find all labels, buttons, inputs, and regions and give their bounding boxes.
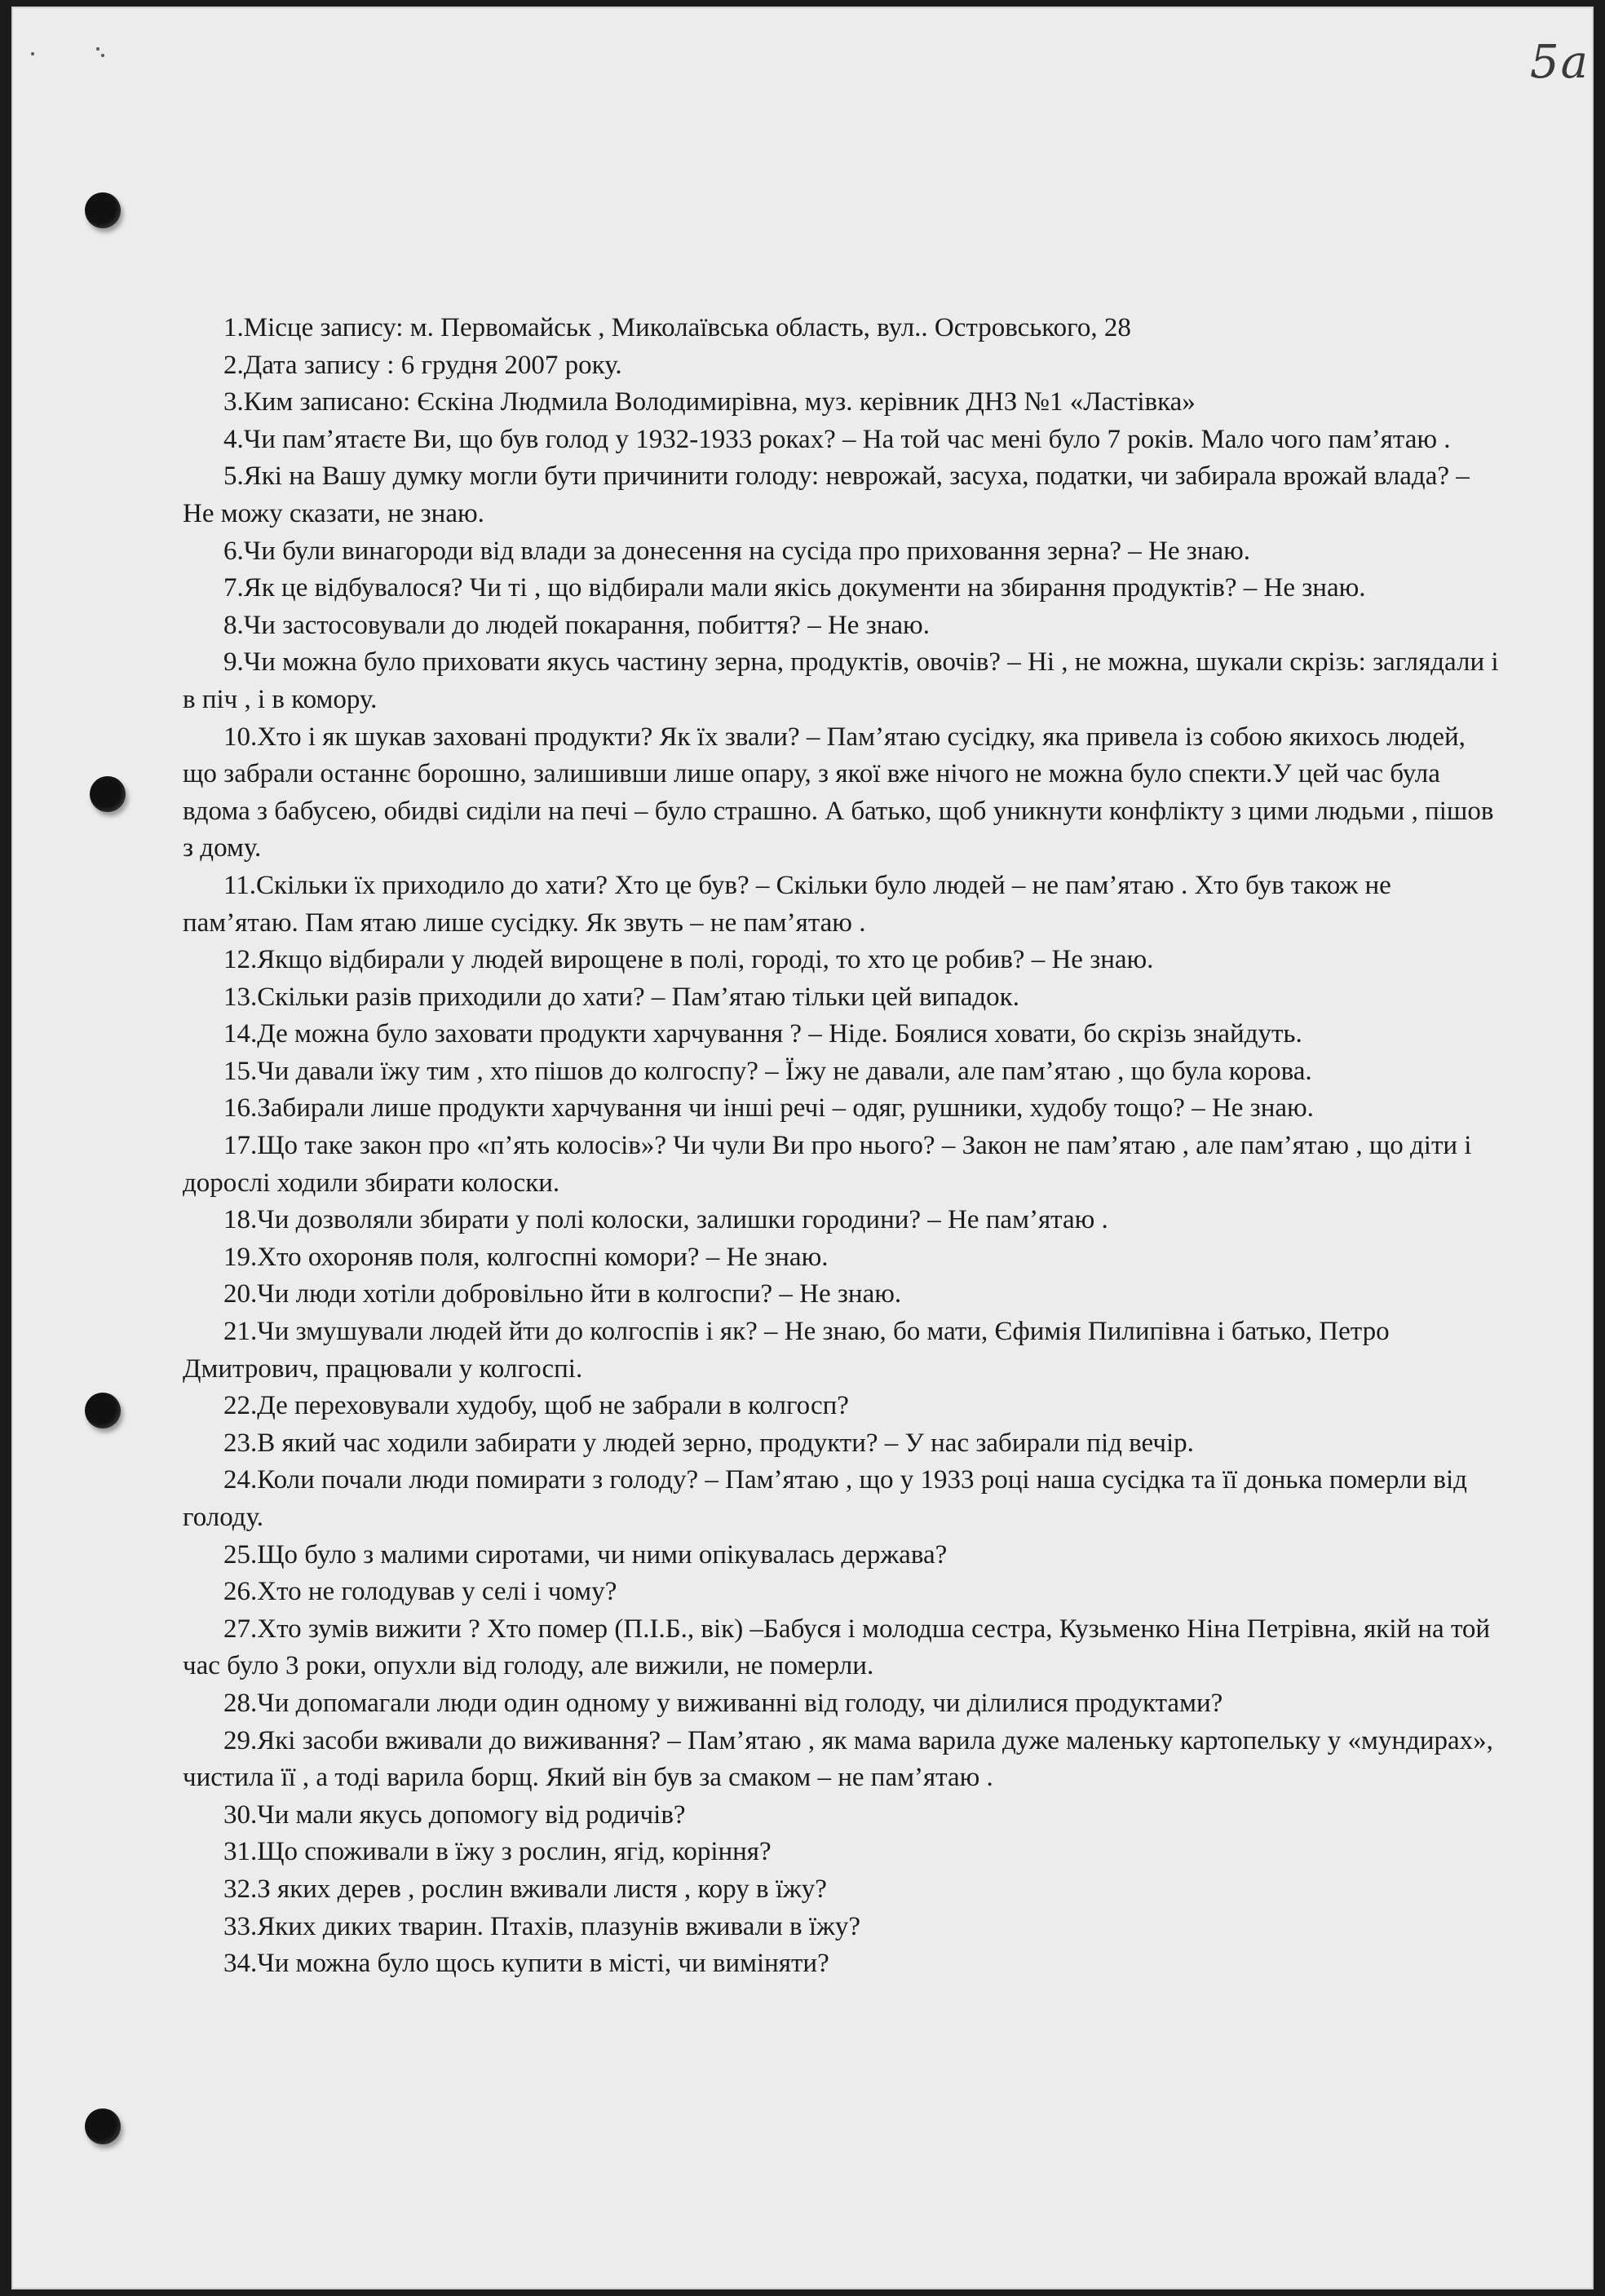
- question-27: 27.Хто зумів вижити ? Хто помер (П.І.Б., вік) –Бабуся і молодша сестра, Кузьменко Ніна Петрівна, якій на той час було 3 роки, опухли від голоду, але вижили, не померли.: [183, 1614, 1491, 1681]
- question-25: 25.Що було з малими сиротами, чи ними опікувалась держава?: [223, 1539, 948, 1570]
- question-5: 5.Які на Вашу думку могли бути причинити голоду: неврожай, засуха, податки, чи забирала врожай влада? – Не можу сказати, не знаю.: [183, 461, 1470, 528]
- question-33: 33.Яких диких тварин. Птахів, плазунів вживали в їжу?: [223, 1911, 860, 1941]
- question-21: 21.Чи змушували людей йти до колгоспів і як? – Не знаю, бо мати, Єфимія Пилипівна і батько, Петро Дмитрович, працювали у колгоспі.: [183, 1317, 1390, 1384]
- ink-speck: [96, 47, 99, 51]
- question-8: 8.Чи застосовували до людей покарання, побиття? – Не знаю.: [223, 610, 930, 640]
- punch-hole: [85, 2108, 121, 2144]
- question-22: 22.Де переховували худобу, щоб не забрали в колгосп?: [223, 1391, 849, 1421]
- question-9: 9.Чи можна було приховати якусь частину зерна, продуктів, овочів? – Ні , не можна, шукали скрізь: заглядали і в піч , і в комору.: [183, 647, 1499, 714]
- question-24: 24.Коли почали люди помирати з голоду? – Пам’ятаю , що у 1933 році наша сусідка та її донька померли від голоду.: [183, 1465, 1467, 1532]
- question-11: 11.Скільки їх приходило до хати? Хто це був? – Скільки було людей – не пам’ятаю . Хто був також не пам’ятаю. Пам ятаю лише сусідку. Як звуть – не пам’ятаю .: [183, 870, 1391, 938]
- question-6: 6.Чи були винагороди від влади за донесення на сусіда про приховання зерна? – Не знаю.: [223, 536, 1251, 566]
- question-28: 28.Чи допомагали люди один одному у виживанні від голоду, чи ділилися продуктами?: [223, 1688, 1223, 1718]
- punch-hole: [90, 776, 126, 812]
- punch-hole: [85, 192, 121, 228]
- recorded-by: 3.Ким записано: Єскіна Людмила Володимирівна, муз. керівник ДНЗ №1 «Ластівка»: [223, 387, 1196, 417]
- question-15: 15.Чи давали їжу тим , хто пішов до колгоспу? – Їжу не давали, але пам’ятаю , що була корова.: [223, 1056, 1312, 1086]
- question-12: 12.Якщо відбирали у людей вирощене в полі, городі, то хто це робив? – Не знаю.: [223, 945, 1154, 975]
- question-10: 10.Хто і як шукав заховані продукти? Як їх звали? – Пам’ятаю сусідку, яка привела із собою якихось людей, що забрали останнє борошно, залишивши лише опару, з якої вже нічого не можна було спекти.У цей час була вдома з бабусею, обидві сиділи на печі – було страшно. А батько, щоб уникнути конфлікту з цими людьми , пішов з дому.: [183, 722, 1494, 863]
- page-number: 5а: [1530, 36, 1590, 89]
- question-20: 20.Чи люди хотіли добровільно йти в колгоспи? – Не знаю.: [223, 1279, 902, 1309]
- question-31: 31.Що споживали в їжу з рослин, ягід, коріння?: [223, 1837, 772, 1867]
- record-date: 2.Дата запису : 6 грудня 2007 року.: [223, 350, 622, 380]
- question-30: 30.Чи мали якусь допомогу від родичів?: [223, 1799, 686, 1830]
- question-4: 4.Чи пам’ятаєте Ви, що був голод у 1932-1933 роках? – На той час мені було 7 років. Мало чого пам’ятаю .: [223, 424, 1451, 454]
- question-17: 17.Що таке закон про «п’ять колосів»? Чи чули Ви про нього? – Закон не пам’ятаю , але пам’ятаю , що діти і дорослі ходили збирати колоски.: [183, 1131, 1472, 1198]
- question-16: 16.Забирали лише продукти харчування чи інші речі – одяг, рушники, худобу тощо? – Не знаю.: [223, 1093, 1314, 1124]
- question-26: 26.Хто не голодував у селі і чому?: [223, 1577, 617, 1607]
- question-23: 23.В який час ходили забирати у людей зерно, продукти? – У нас забирали під вечір.: [223, 1428, 1194, 1458]
- question-34: 34.Чи можна було щось купити в місті, чи виміняти?: [223, 1949, 829, 1979]
- ink-speck: [101, 54, 104, 57]
- record-place: 1.Місце запису: м. Первомайськ , Миколаївська область, вул.. Островського, 28: [223, 313, 1131, 342]
- ink-speck: [31, 52, 34, 55]
- paper-page: [11, 7, 1594, 2289]
- question-7: 7.Як це відбувалося? Чи ті , що відбирали мали якісь документи на збирання продуктів? – Не знаю.: [223, 573, 1366, 603]
- question-32: 32.З яких дерев , рослин вживали листя , кору в їжу?: [223, 1874, 827, 1904]
- question-19: 19.Хто охороняв поля, колгоспні комори? – Не знаю.: [223, 1242, 829, 1272]
- punch-hole: [85, 1393, 121, 1428]
- question-13: 13.Скільки разів приходили до хати? – Пам’ятаю тільки цей випадок.: [223, 982, 1019, 1012]
- question-29: 29.Які засоби вживали до виживання? – Пам’ятаю , як мама варила дуже маленьку картопельку у «мундирах», чистила її , а тоді варила борщ. Який він був за смаком – не пам’ятаю .: [183, 1725, 1493, 1793]
- questionnaire-body: [183, 310, 1504, 1983]
- question-18: 18.Чи дозволяли збирати у полі колоски, залишки городини? – Не пам’ятаю .: [223, 1205, 1108, 1235]
- question-14: 14.Де можна було заховати продукти харчування ? – Ніде. Боялися ховати, бо скрізь знайдуть.: [223, 1019, 1302, 1049]
